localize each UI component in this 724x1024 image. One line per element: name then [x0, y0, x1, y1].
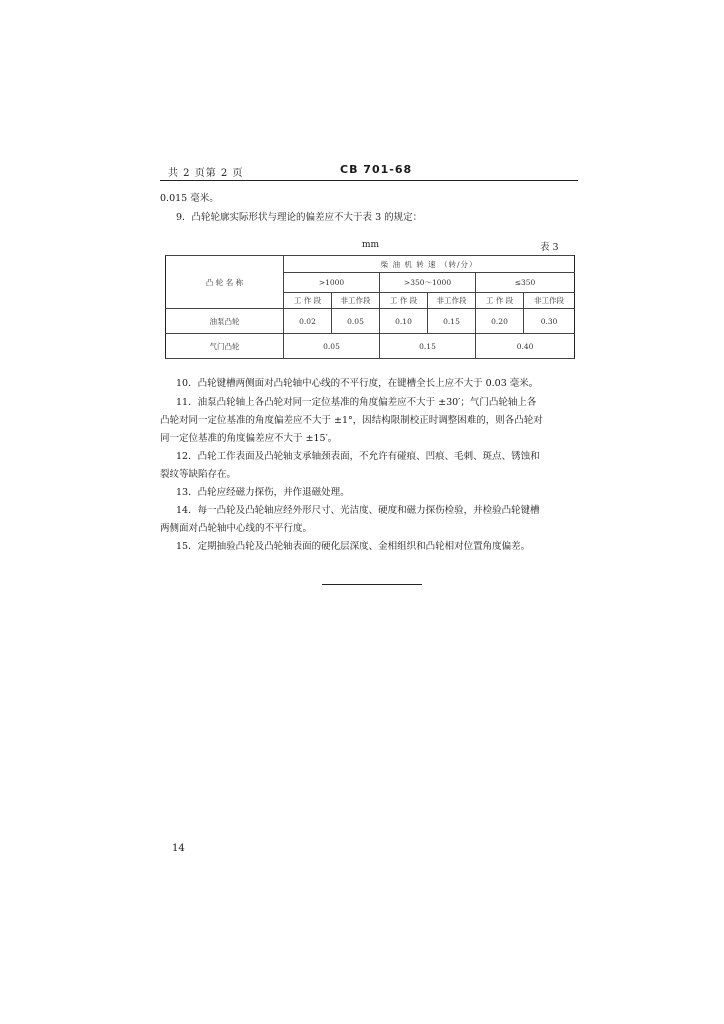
cell-fuel-2: 0.05 [332, 309, 380, 334]
paragraph-11-line-2: 凸轮对同一定位基准的角度偏差应不大于 ±1°，因结构限制校正时调整困难的，则各凸轮对 [160, 415, 543, 426]
paragraph-11-line-3: 同一定位基准的角度偏差应不大于 ±15′。 [160, 433, 338, 444]
cell-fuel-4: 0.15 [428, 309, 476, 334]
subheader-working-1: 工 作 段 [284, 293, 332, 309]
cell-fuel-6: 0.30 [524, 309, 575, 334]
subheader-nonworking-2: 非工作段 [428, 293, 476, 309]
cell-fuel-5: 0.20 [476, 309, 524, 334]
table-number: 表 3 [540, 242, 559, 253]
header-engine-speed: 柴 油 机 转 速 （转/分） [284, 256, 575, 273]
cell-fuel-3: 0.10 [380, 309, 428, 334]
paragraph-14-line-1: 14．每一凸轮及凸轮轴应经外形尺寸、光洁度、硬度和磁力探伤检验，并检验凸轮键槽 [176, 505, 540, 516]
subheader-working-3: 工 作 段 [476, 293, 524, 309]
cell-valve-1: 0.05 [284, 334, 380, 359]
paragraph-12-line-1: 12．凸轮工作表面及凸轮轴支承轴颈表面，不允许有碰痕、凹痕、毛刺、斑点、锈蚀和 [176, 451, 540, 462]
subheader-nonworking-3: 非工作段 [524, 293, 575, 309]
speed-range-2: >350～1000 [380, 273, 476, 293]
cell-fuel-1: 0.02 [284, 309, 332, 334]
header-standard-number: CB 701-68 [340, 163, 413, 176]
subheader-nonworking-1: 非工作段 [332, 293, 380, 309]
header-cam-name: 凸 轮 名 称 [166, 256, 284, 309]
tolerance-table [165, 255, 575, 359]
row-name-valve-cam: 气门凸轮 [166, 334, 284, 359]
paragraph-11-line-1: 11．油泵凸轮轴上各凸轮对同一定位基准的角度偏差应不大于 ±30′；气门凸轮轴上各 [176, 397, 537, 408]
speed-range-3: ≤350 [476, 273, 575, 293]
header-rule [160, 180, 578, 181]
paragraph-12-line-2: 裂纹等缺陷存在。 [160, 469, 237, 480]
cell-valve-3: 0.40 [476, 334, 575, 359]
table-unit: mm [362, 240, 380, 250]
cell-valve-2: 0.15 [380, 334, 476, 359]
row-name-fuel-pump-cam: 油泵凸轮 [166, 309, 284, 334]
paragraph-15: 15．定期抽验凸轮及凸轮轴表面的硬化层深度、金相组织和凸轮相对位置角度偏差。 [176, 541, 531, 552]
page-number: 14 [172, 843, 185, 854]
paragraph-9: 9．凸轮轮廓实际形状与理论的偏差应不大于表 3 的规定： [176, 212, 423, 223]
paragraph-14-line-2: 两侧面对凸轮轴中心线的不平行度。 [160, 523, 313, 534]
paragraph-10: 10．凸轮键槽两侧面对凸轮轴中心线的不平行度，在键槽全长上应不大于 0.03 毫米。 [176, 378, 539, 389]
subheader-working-2: 工 作 段 [380, 293, 428, 309]
end-rule [322, 584, 422, 585]
paragraph-13: 13．凸轮应经磁力探伤，并作退磁处理。 [176, 487, 350, 498]
speed-range-1: >1000 [284, 273, 380, 293]
header-page-info: 共 2 页第 2 页 [168, 168, 244, 179]
paragraph-continuation: 0.015 毫米。 [160, 193, 219, 204]
